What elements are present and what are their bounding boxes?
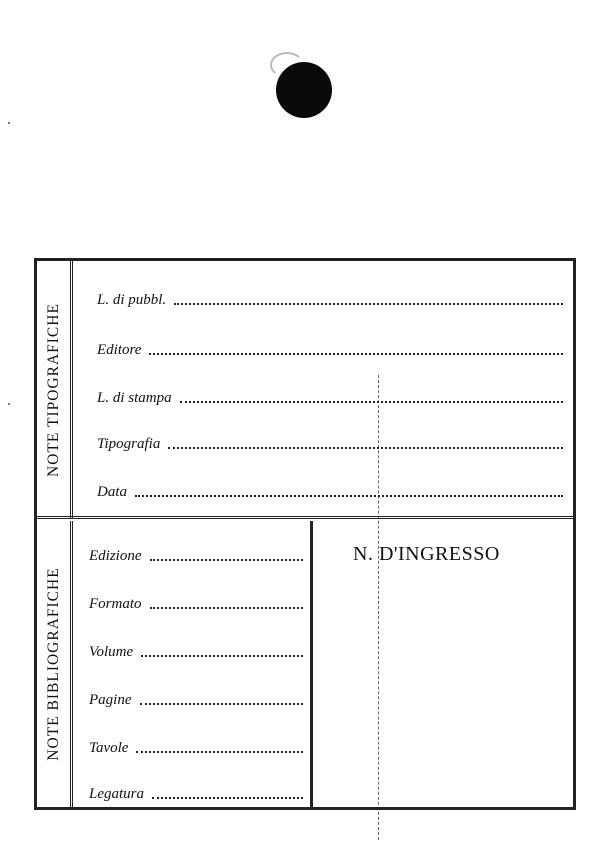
dotted-line: [140, 702, 304, 705]
column-divider: [310, 521, 313, 807]
field-tipografia[interactable]: [97, 429, 563, 453]
dotted-line: [180, 400, 563, 403]
field-label: Tavole: [89, 740, 129, 756]
field-label: L. di pubbl.: [97, 292, 167, 308]
dotted-line: [150, 558, 304, 561]
field-label: Editore: [97, 342, 142, 358]
accession-number-label: N. D'INGRESSO: [353, 543, 500, 565]
field-formato[interactable]: [89, 589, 303, 613]
field-label: Edizione: [89, 548, 142, 564]
field-label: Tipografia: [97, 436, 161, 452]
field-label: Volume: [89, 644, 134, 660]
dotted-line: [168, 446, 563, 449]
field-luogo-stampa[interactable]: [97, 383, 563, 407]
field-tavole[interactable]: [89, 733, 303, 757]
dotted-line: [174, 302, 563, 305]
speck: [8, 122, 10, 124]
section-divider: [37, 516, 573, 519]
bibliographic-band: [37, 521, 73, 807]
dotted-line: [141, 654, 303, 657]
field-label: Formato: [89, 596, 142, 612]
field-luogo-pubblicazione[interactable]: [97, 285, 563, 309]
catalog-card: [34, 258, 576, 810]
dotted-line: [136, 750, 303, 753]
field-label: Data: [97, 484, 127, 500]
field-legatura[interactable]: [89, 779, 303, 803]
field-editore[interactable]: [97, 335, 563, 359]
typographic-band: [37, 261, 73, 518]
dotted-line: [150, 606, 304, 609]
punch-hole: [276, 62, 332, 118]
typographic-title: NOTE TIPOGRAFICHE: [44, 302, 62, 477]
dotted-line: [135, 494, 563, 497]
field-label: Pagine: [89, 692, 132, 708]
dotted-line: [152, 796, 303, 799]
speck: [8, 403, 10, 405]
field-edizione[interactable]: [89, 541, 303, 565]
bibliographic-title: NOTE BIBLIOGRAFICHE: [44, 567, 62, 761]
field-volume[interactable]: [89, 637, 303, 661]
field-pagine[interactable]: [89, 685, 303, 709]
field-label: L. di stampa: [97, 390, 172, 406]
field-data[interactable]: [97, 477, 563, 501]
dotted-line: [149, 352, 563, 355]
field-label: Legatura: [89, 786, 145, 802]
